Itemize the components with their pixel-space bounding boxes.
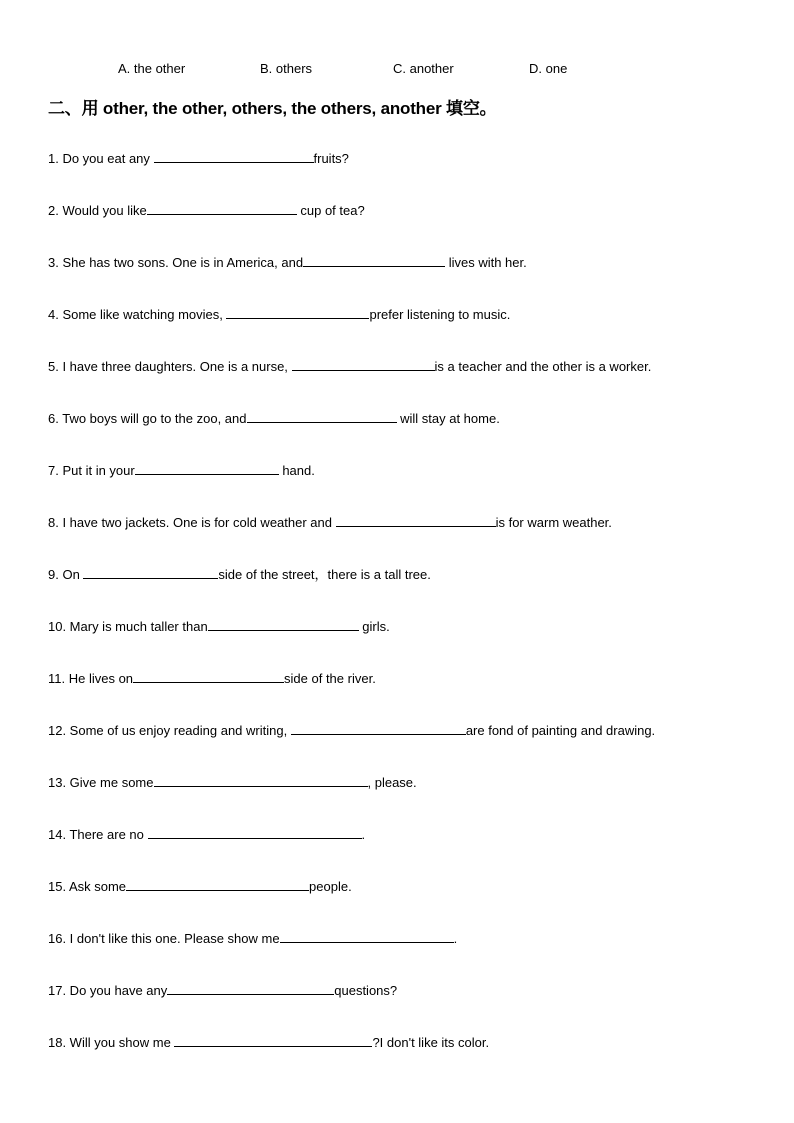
question-17 <box>48 981 397 999</box>
answer-blank[interactable] <box>133 669 284 683</box>
question-text-after: side of the river. <box>284 671 376 686</box>
question-2 <box>48 201 365 219</box>
question-text-after: is for warm weather. <box>495 515 612 530</box>
answer-blank[interactable] <box>167 981 334 995</box>
question-13 <box>48 773 417 791</box>
question-text-before: 16. I don't like this one. Please show me <box>48 931 280 946</box>
answer-blank[interactable] <box>135 461 279 475</box>
question-7 <box>48 461 315 479</box>
question-text-after: . <box>453 931 458 946</box>
answer-blank[interactable] <box>148 825 362 839</box>
answer-blank[interactable] <box>147 201 297 215</box>
question-text-after: cup of tea? <box>296 203 365 218</box>
question-12 <box>48 721 655 739</box>
question-5 <box>48 357 651 375</box>
answer-blank[interactable] <box>280 929 454 943</box>
answer-blank[interactable] <box>226 305 369 319</box>
question-text-after: lives with her. <box>445 255 527 270</box>
answer-blank[interactable] <box>174 1033 372 1047</box>
question-text-after: hand. <box>278 463 315 478</box>
section-heading: 二、用 other, the other, others, the others, another 填空。 <box>48 99 497 118</box>
question-text-before: 4. Some like watching movies, <box>48 307 227 322</box>
question-text-before: 17. Do you have any <box>48 983 168 998</box>
question-text-before: 2. Would you like <box>48 203 147 218</box>
question-15 <box>48 877 352 895</box>
question-10 <box>48 617 390 635</box>
question-text-before: 3. She has two sons. One is in America, and <box>48 255 304 270</box>
option-c: C. another <box>393 61 454 76</box>
answer-blank[interactable] <box>83 565 218 579</box>
answer-blank[interactable] <box>247 409 397 423</box>
question-text-before: 14. There are no <box>48 827 148 842</box>
question-text-after: questions? <box>334 983 398 998</box>
question-8 <box>48 513 612 531</box>
question-text-before: 7. Put it in your <box>48 463 135 478</box>
question-text-after: are fond of painting and drawing. <box>465 723 656 738</box>
question-text-after: is a teacher and the other is a worker. <box>434 359 652 374</box>
option-a: A. the other <box>118 61 186 76</box>
answer-blank[interactable] <box>336 513 496 527</box>
answer-blank[interactable] <box>303 253 445 267</box>
question-text-before: 15. Ask some <box>48 879 127 894</box>
question-text-before: 6. Two boys will go to the zoo, and <box>48 411 247 426</box>
question-text-after: girls. <box>358 619 390 634</box>
question-text-before: 18. Will you show me <box>48 1035 175 1050</box>
answer-blank[interactable] <box>126 877 309 891</box>
question-text-after: side of the street，there is a tall tree. <box>218 567 431 582</box>
question-text-before: 11. He lives on <box>48 671 134 686</box>
question-text-after: fruits? <box>313 151 349 166</box>
question-1 <box>48 149 349 167</box>
question-text-before: 8. I have two jackets. One is for cold weather and <box>48 515 336 530</box>
question-11 <box>48 669 376 687</box>
question-text-after: ?I don't like its color. <box>372 1035 490 1050</box>
option-d: D. one <box>529 61 568 76</box>
question-text-after: . <box>361 827 366 842</box>
answer-blank[interactable] <box>292 357 435 371</box>
question-16 <box>48 929 457 947</box>
question-18 <box>48 1033 489 1051</box>
question-text-before: 5. I have three daughters. One is a nurse, <box>48 359 292 374</box>
question-14 <box>48 825 365 843</box>
question-6 <box>48 409 500 427</box>
question-3 <box>48 253 527 271</box>
question-text-after: people. <box>309 879 352 894</box>
option-b: B. others <box>260 61 313 76</box>
question-text-before: 9. On <box>48 567 84 582</box>
question-text-after: prefer listening to music. <box>369 307 511 322</box>
question-text-after: will stay at home. <box>396 411 500 426</box>
question-text-after: , please. <box>367 775 417 790</box>
answer-blank[interactable] <box>154 149 314 163</box>
question-text-before: 12. Some of us enjoy reading and writing, <box>48 723 291 738</box>
answer-blank[interactable] <box>154 773 368 787</box>
question-text-before: 10. Mary is much taller than <box>48 619 208 634</box>
answer-options <box>0 61 794 77</box>
question-text-before: 13. Give me some <box>48 775 154 790</box>
question-9 <box>48 565 431 583</box>
question-text-before: 1. Do you eat any <box>48 151 154 166</box>
answer-blank[interactable] <box>208 617 359 631</box>
answer-blank[interactable] <box>291 721 466 735</box>
question-4 <box>48 305 510 323</box>
